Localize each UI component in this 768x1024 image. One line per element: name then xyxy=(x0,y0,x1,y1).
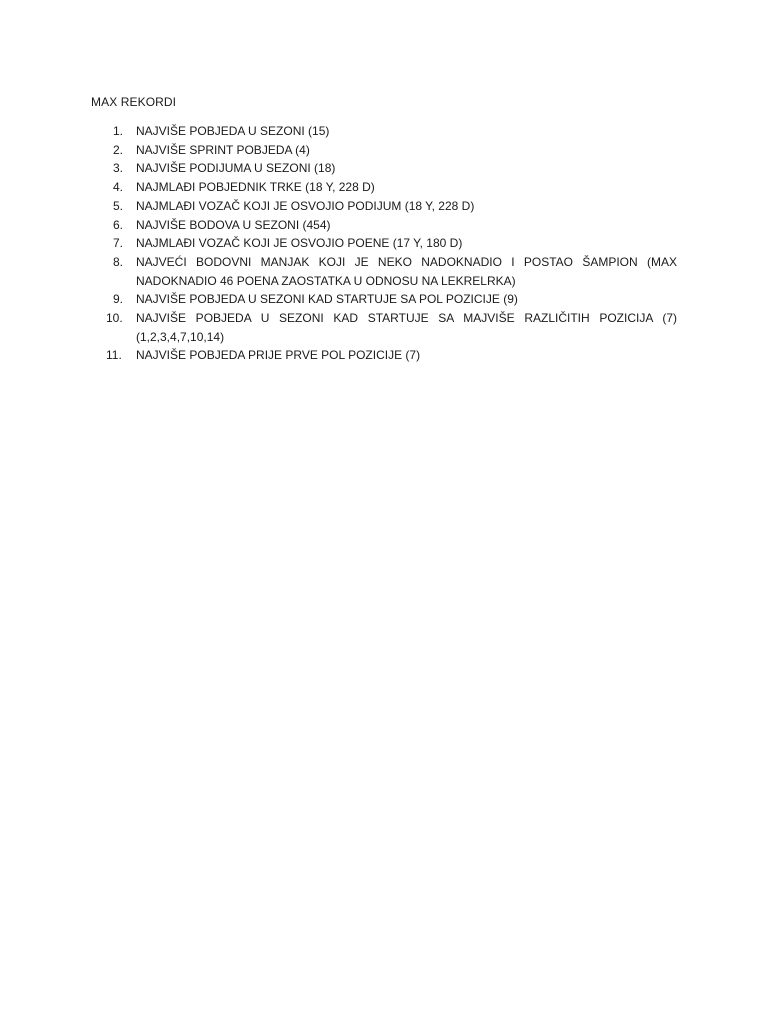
list-item xyxy=(91,309,677,346)
document-title: MAX REKORDI xyxy=(91,95,177,109)
list-item-number: 7. xyxy=(113,236,124,251)
list-item xyxy=(91,234,677,253)
list-item-text: NAJVIŠE POBJEDA U SEZONI KAD STARTUJE SA POL POZICIJE (9) xyxy=(136,292,518,307)
list-item-text: NAJVIŠE POBJEDA U SEZONI KAD STARTUJE SA MAJVIŠE RAZLIČITIH POZICIJA (7) (1,2,3,4,7,10,14) xyxy=(136,311,677,344)
list-item xyxy=(91,197,677,216)
list-item-text: NAJVIŠE POBJEDA U SEZONI (15) xyxy=(136,124,330,138)
list-item xyxy=(91,216,677,235)
list-item xyxy=(91,346,677,365)
list-item xyxy=(91,122,677,141)
list-item xyxy=(91,253,677,290)
list-item-number: 2. xyxy=(113,142,124,157)
list-item-number: 8. xyxy=(113,254,124,269)
list-item xyxy=(91,141,677,160)
list-item-text: NAJVIŠE BODOVA U SEZONI (454) xyxy=(136,217,331,232)
list-item-number: 4. xyxy=(113,180,124,195)
list-item-number: 3. xyxy=(113,161,124,176)
list-item-text: NAJMLAĐI VOZAČ KOJI JE OSVOJIO PODIJUM (18 Y, 228 D) xyxy=(136,198,475,213)
list-item-number: 6. xyxy=(113,217,124,232)
list-item-text: NAJVIŠE SPRINT POBJEDA (4) xyxy=(136,142,310,157)
list-item xyxy=(91,159,677,178)
list-item-text: NAJVIŠE POBJEDA PRIJE PRVE POL POZICIJE (7) xyxy=(136,348,421,363)
records-list xyxy=(91,122,677,365)
list-item-number: 11. xyxy=(106,348,122,363)
list-item-text: NAJVEĆI BODOVNI MANJAK KOJI JE NEKO NADOKNADIO I POSTAO ŠAMPION (MAX NADOKNADIO 46 POENA ZAOSTATKA U ODNOSU NA LEKRELRKA) xyxy=(136,254,677,288)
list-item xyxy=(91,178,677,197)
list-item-number: 9. xyxy=(113,292,124,307)
list-item-number: 5. xyxy=(113,198,124,213)
list-item-number: 1. xyxy=(113,124,124,138)
list-item-text: NAJMLAĐI VOZAČ KOJI JE OSVOJIO POENE (17 Y, 180 D) xyxy=(136,236,463,251)
list-item xyxy=(91,290,677,309)
list-item-text: NAJVIŠE PODIJUMA U SEZONI (18) xyxy=(136,161,336,176)
list-item-number: 10. xyxy=(106,311,123,326)
list-item-text: NAJMLAĐI POBJEDNIK TRKE (18 Y, 228 D) xyxy=(136,180,375,195)
